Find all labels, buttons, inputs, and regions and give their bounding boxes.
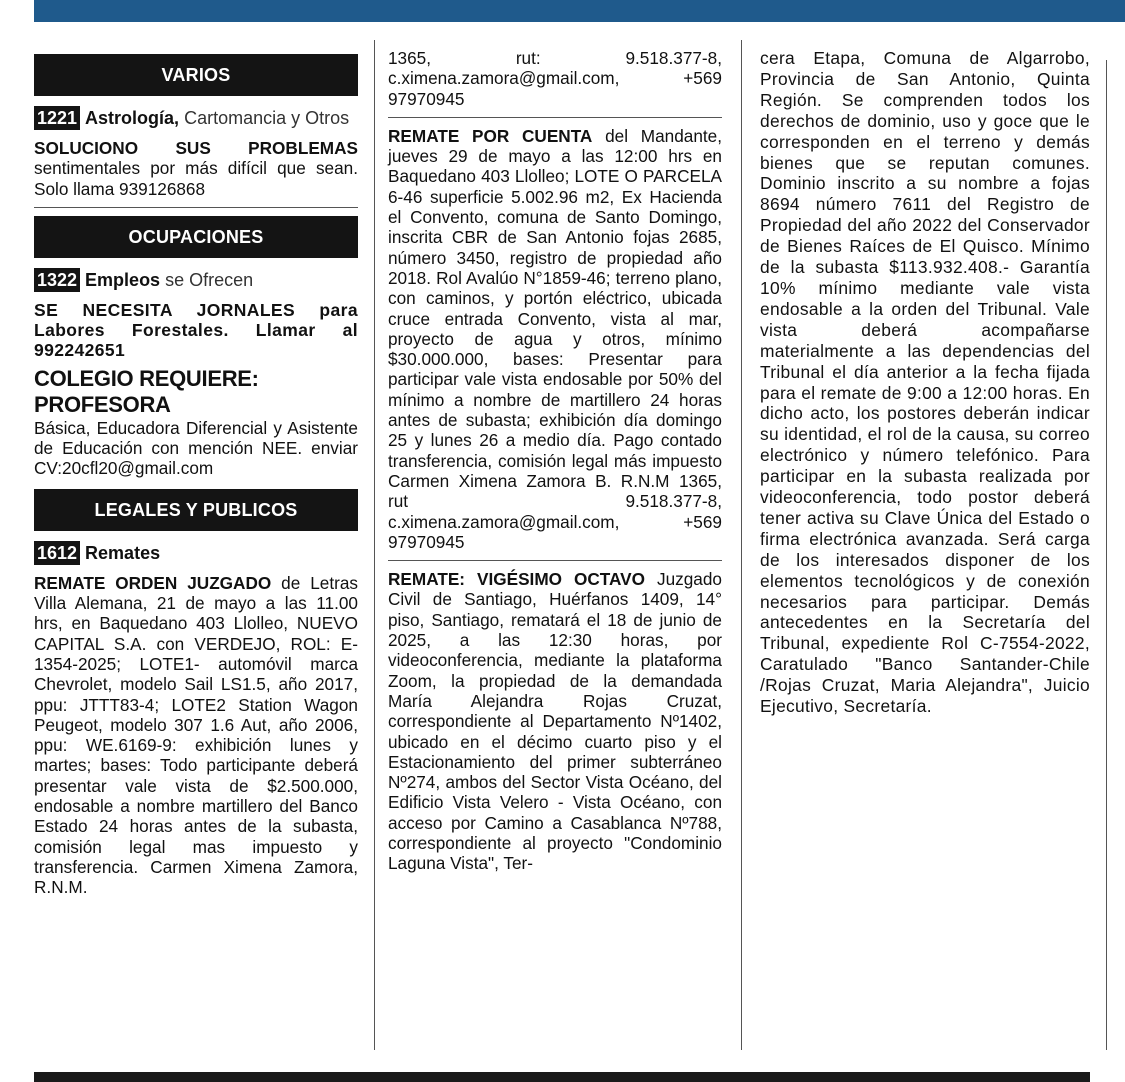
- divider: [388, 117, 722, 118]
- section-header-varios: VARIOS: [34, 54, 358, 96]
- classified-ad: Básica, Educadora Diferencial y Asistente de Educación con mención NEE. enviar CV:20cfl20@gmail.com: [34, 417, 358, 479]
- column-divider: [1106, 60, 1107, 1050]
- section-header-legales: LEGALES Y PUBLICOS: [34, 489, 358, 531]
- subsection-title-rest: Cartomancia y Otros: [184, 108, 350, 128]
- bottom-bar: [34, 1072, 1090, 1082]
- classified-ad-continued: cera Etapa, Comuna de Algarrobo, Provincia de San Antonio, Quinta Región. Se comprenden todos los derechos de dominio, uso y goce que le corresponden en el terreno y demás bienes que se reputan comunes. Dominio inscrito a su nombre a fojas 8694 número 7611 del Registro de Propiedad del año 2022 del Conservador de Bienes Raíces de El Quisco. Mínimo de la subasta $113.932.408.- Garantía 10% mínimo mediante vale vista endosable a la orden del Tribunal. Vale vista deberá acompañarse materialmente a las dependencias del Tribunal el día anterior a la fecha fijada para el remate de 9:00 a 12:00 horas. En dicho acto, los postores deberán indicar su identidad, el rol de la causa, su correo electrónico y número telefónico. Para participar en la subasta realizada por videoconferencia, todo postor deberá tener activa su Clave Única del Estado o firma electrónica avanzada. Será carga de los interesados disponer de los elementos tecnológicos y de conexión necesarios para participar. Demás antecedentes en la Secretaría del Tribunal, expediente Rol C-7554-2022, Caratulado "Banco Santander-Chile /Rojas Cruzat, Maria Alejandra", Juicio Ejecutivo, Secretaría.: [760, 48, 1090, 717]
- classified-ad: [34, 138, 358, 199]
- ad-text: Juzgado Civil de Santiago, Huérfanos 1409, 14° piso, Santiago, rematará el 18 de junio de 2025, a las 12:30 horas, por videoconferencia, mediante la plataforma Zoom, la propiedad de la demandada María Alejandra Rojas Cruzat, correspondiente al Departamento Nº1402, ubicado en el décimo cuarto piso y el Estacionamiento del primer subterráneo Nº274, ambos del Sector Vista Océano, del Edificio Vista Velero - Vista Océano, con acceso por Camino a Casablanca Nº788, correspondiente al proyecto "Condominio Laguna Vista", Ter-: [388, 569, 722, 874]
- classified-ad: SE NECESITA JORNALES para Labores Forestales. Llamar al 992242651: [34, 299, 358, 360]
- subsection-number: 1612: [34, 541, 80, 565]
- subsection-title-rest: se Ofrecen: [165, 269, 254, 290]
- subsection-astrologia: [34, 106, 358, 130]
- ad-headline: COLEGIO REQUIERE: PROFESORA: [34, 365, 259, 417]
- classified-ad-continued: 1365, rut: 9.518.377-8, c.ximena.zamora@gmail.com, +569 97970945: [388, 48, 722, 109]
- column-1: [34, 44, 358, 898]
- ad-text: de Letras Villa Alemana, 21 de mayo a las 11.00 hrs, en Baquedano 403 Llolleo, NUEVO CAPITAL S.A. con VERDEJO, ROL: E-1354-2025; LOTE1- automóvil marca Chevrolet, modelo Sail LS1.5, año 2017, ppu: JTTT83-4; LOTE2 Station Wagon Peugeot, modelo 307 1.6 Aut, año 2006, ppu: WE.6169-9: exhibición lunes y martes; bases: Todo participante deberá presentar vale vista de $2.500.000, endosable a nombre martillero del Banco Estado 24 horas antes de la subasta, comisión legal mas impuesto y transferencia. Carmen Ximena Zamora, R.N.M.: [34, 572, 358, 898]
- classified-ad: [388, 126, 722, 552]
- subsection-title: Remates: [85, 542, 161, 563]
- subsection-title: Astrología,: [85, 108, 180, 128]
- ad-lead: REMATE: VIGÉSIMO OCTAVO: [388, 569, 645, 590]
- divider: [388, 560, 722, 561]
- section-header-ocupaciones: OCUPACIONES: [34, 216, 358, 258]
- divider: [34, 207, 358, 208]
- subsection-title: Empleos: [85, 269, 161, 290]
- ad-lead: SOLUCIONO SUS PROBLEMAS: [34, 138, 358, 158]
- top-color-bar: [34, 0, 1125, 22]
- column-2: [388, 48, 722, 874]
- column-divider: [374, 40, 375, 1050]
- subsection-empleos: [34, 268, 358, 292]
- subsection-number: 1322: [34, 268, 80, 292]
- classified-ad: [388, 569, 722, 873]
- column-3: [760, 48, 1090, 717]
- ad-text: sentimentales por más difícil que sean. Solo llama 939126868: [34, 158, 358, 199]
- subsection-remates: [34, 541, 358, 565]
- ad-lead: REMATE ORDEN JUZGADO: [34, 572, 272, 593]
- ad-text: del Mandante, jueves 29 de mayo a las 12:00 hrs en Baquedano 403 Llolleo; LOTE O PARCELA 6-46 superficie 5.002.96 m2, Ex Hacienda el Convento, comuna de Santo Domingo, inscrita CBR de San Antonio fojas 2685, número 3450, registro de propiedad año 2018. Rol Avalúo N°1859-46; terreno plano, con caminos, y portón eléctrico, ubicada cruce entrada Convento, vista al mar, proyecto de agua y otros, mínimo $30.000.000, bases: Presentar para participar vale vista endosable por 50% del mínimo a nombre de martillero 24 horas antes de subasta; exhibición día domingo 25 y lunes 26 a medio día. Pago contado transferencia, comisión legal más impuesto Carmen Ximena Zamora B. R.N.M 1365, rut 9.518.377-8, c.ximena.zamora@gmail.com, +569 97970945: [388, 125, 722, 552]
- classified-ad: [34, 573, 358, 898]
- ad-lead: REMATE POR CUENTA: [388, 125, 593, 146]
- column-divider: [741, 40, 742, 1050]
- subsection-number: 1221: [34, 106, 80, 130]
